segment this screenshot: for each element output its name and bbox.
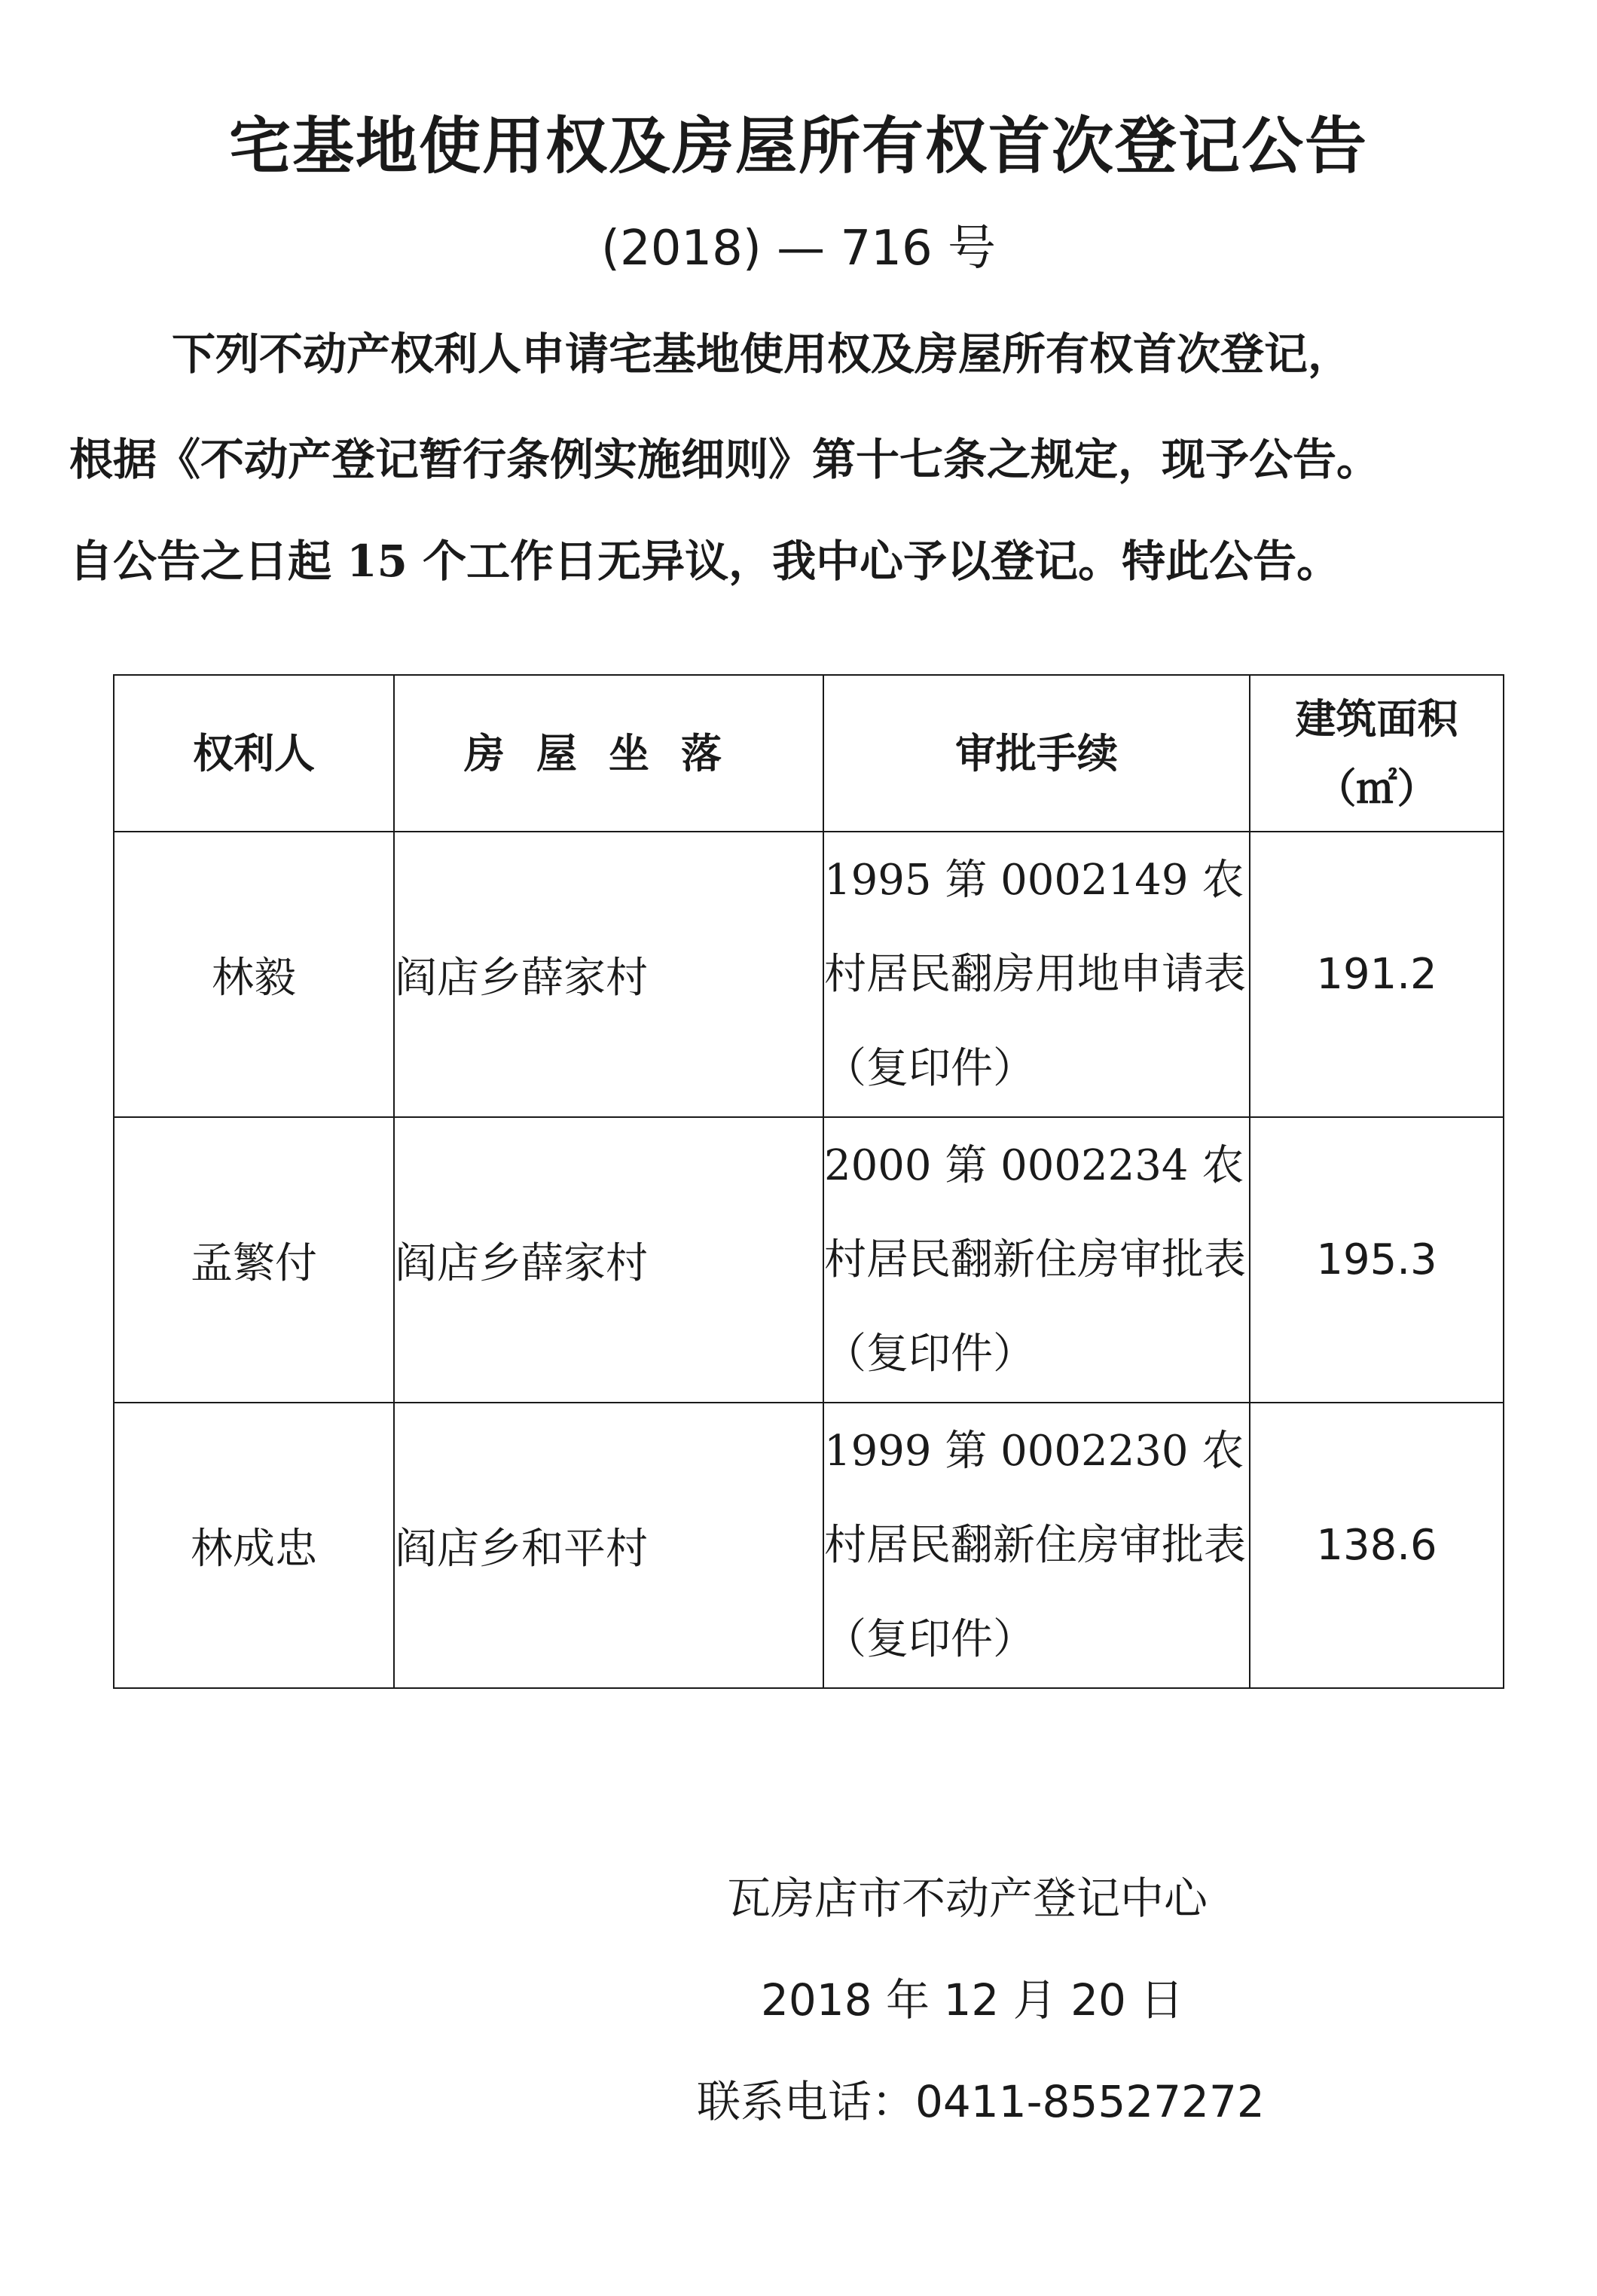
issuer-name: 瓦房店市不动产登记中心 (727, 1873, 1208, 1924)
document-number: (2018) — 716 号 (601, 221, 996, 276)
cell-location: 阎店乡和平村 (394, 1403, 823, 1688)
issue-date: 2018 年 12 月 20 日 (761, 1974, 1184, 2026)
header-area (1250, 675, 1504, 832)
cell-approval: 1999 第 0002230 农村居民翻新住房审批表（复印件） (823, 1403, 1250, 1688)
page-title: 宅基地使用权及房屋所有权首次登记公告 (228, 111, 1368, 182)
contact-phone: 联系电话：0411-85527272 (697, 2076, 1265, 2127)
table-row (114, 1117, 1504, 1403)
cell-approval: 2000 第 0002234 农村居民翻新住房审批表（复印件） (823, 1117, 1250, 1403)
header-location (394, 675, 823, 832)
body-line-1: 下列不动产权利人申请宅基地使用权及房屋所有权首次登记， (172, 328, 1352, 380)
header-location-label: 房屋坐落 (464, 729, 753, 777)
header-approval: 审批手续 (823, 675, 1250, 832)
header-area-unit: （㎡） (1315, 764, 1438, 812)
cell-approval: 1995 第 0002149 农村居民翻房用地申请表（复印件） (823, 832, 1250, 1117)
table-row (114, 832, 1504, 1117)
cell-area: 195.3 (1250, 1117, 1504, 1403)
registration-table (113, 674, 1504, 1689)
cell-area: 138.6 (1250, 1403, 1504, 1688)
table-row (114, 1403, 1504, 1688)
cell-area: 191.2 (1250, 832, 1504, 1117)
body-line-3: 自公告之日起 15 个工作日无异议，我中心予以登记。特此公告。 (69, 536, 1341, 587)
cell-owner: 林成忠 (114, 1403, 394, 1688)
table-header-row (114, 675, 1504, 832)
body-line-2: 根据《不动产登记暂行条例实施细则》第十七条之规定，现予公告。 (69, 434, 1381, 485)
cell-location: 阎店乡薛家村 (394, 832, 823, 1117)
cell-owner: 孟繁付 (114, 1117, 394, 1403)
cell-location: 阎店乡薛家村 (394, 1117, 823, 1403)
header-owner: 权利人 (114, 675, 394, 832)
header-area-label: 建筑面积 (1295, 695, 1458, 743)
cell-owner: 林毅 (114, 832, 394, 1117)
